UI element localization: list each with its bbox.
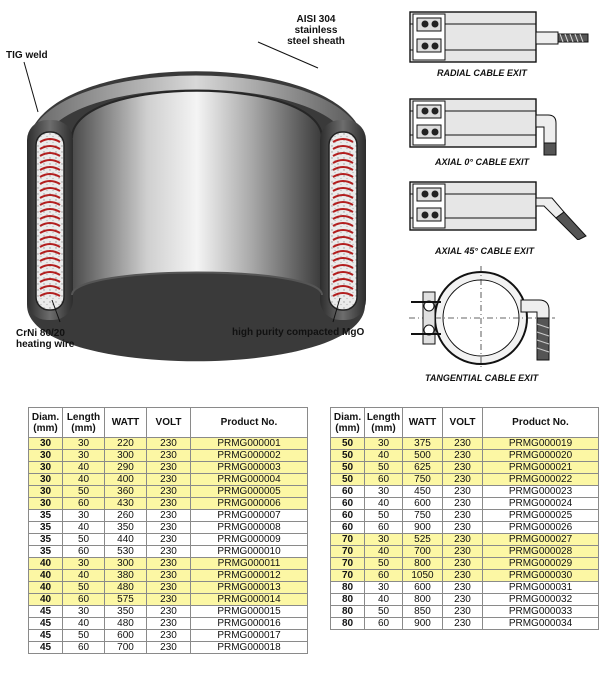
- volt-cell: 230: [443, 582, 483, 594]
- volt-cell: 230: [443, 534, 483, 546]
- header-volt: VOLT: [147, 408, 191, 438]
- table-row: [331, 486, 599, 498]
- length-cell: 30: [365, 486, 403, 498]
- table-row: [331, 462, 599, 474]
- radial-cable-exit-label: RADIAL CABLE EXIT: [437, 68, 527, 78]
- length-cell: 50: [365, 606, 403, 618]
- table-row: [29, 546, 308, 558]
- tangential-cable-exit-drawing: [405, 262, 595, 370]
- volt-cell: 230: [443, 558, 483, 570]
- product-no-cell: PRMG000012: [191, 570, 308, 582]
- length-cell: 60: [365, 522, 403, 534]
- volt-cell: 230: [443, 594, 483, 606]
- length-cell: 60: [63, 642, 105, 654]
- table-row: [29, 582, 308, 594]
- length-cell: 60: [63, 546, 105, 558]
- diam-cell: 50: [331, 450, 365, 462]
- table-row: [331, 570, 599, 582]
- axial-45-cable-exit-label: AXIAL 45° CABLE EXIT: [435, 246, 534, 256]
- volt-cell: 230: [443, 510, 483, 522]
- product-no-cell: PRMG000013: [191, 582, 308, 594]
- length-cell: 40: [63, 462, 105, 474]
- table-row: [29, 630, 308, 642]
- diam-cell: 70: [331, 558, 365, 570]
- length-cell: 40: [365, 450, 403, 462]
- volt-cell: 230: [443, 522, 483, 534]
- diam-cell: 80: [331, 582, 365, 594]
- volt-cell: 230: [147, 558, 191, 570]
- volt-cell: 230: [443, 618, 483, 630]
- volt-cell: 230: [147, 438, 191, 450]
- watt-cell: 1050: [403, 570, 443, 582]
- product-no-cell: PRMG000031: [483, 582, 599, 594]
- table-row: [331, 558, 599, 570]
- product-no-cell: PRMG000026: [483, 522, 599, 534]
- header-diam: Diam. (mm): [29, 408, 63, 438]
- diam-cell: 45: [29, 642, 63, 654]
- watt-cell: 380: [105, 570, 147, 582]
- volt-cell: 230: [147, 546, 191, 558]
- length-cell: 50: [63, 534, 105, 546]
- diam-cell: 50: [331, 474, 365, 486]
- watt-cell: 600: [403, 582, 443, 594]
- diam-cell: 70: [331, 570, 365, 582]
- watt-cell: 600: [105, 630, 147, 642]
- product-no-cell: PRMG000025: [483, 510, 599, 522]
- diam-cell: 60: [331, 522, 365, 534]
- diam-cell: 35: [29, 546, 63, 558]
- product-no-cell: PRMG000021: [483, 462, 599, 474]
- watt-cell: 290: [105, 462, 147, 474]
- watt-cell: 360: [105, 486, 147, 498]
- diam-cell: 40: [29, 570, 63, 582]
- product-no-cell: PRMG000033: [483, 606, 599, 618]
- product-no-cell: PRMG000022: [483, 474, 599, 486]
- table-header-row: [29, 408, 308, 438]
- product-table-left: [28, 407, 308, 654]
- volt-cell: 230: [147, 486, 191, 498]
- length-cell: 40: [63, 522, 105, 534]
- watt-cell: 800: [403, 594, 443, 606]
- length-cell: 60: [365, 618, 403, 630]
- diam-cell: 60: [331, 486, 365, 498]
- diam-cell: 30: [29, 450, 63, 462]
- table-row: [331, 606, 599, 618]
- length-cell: 60: [365, 570, 403, 582]
- product-no-cell: PRMG000019: [483, 438, 599, 450]
- table-row: [29, 438, 308, 450]
- volt-cell: 230: [147, 522, 191, 534]
- header-watt: WATT: [403, 408, 443, 438]
- watt-cell: 300: [105, 450, 147, 462]
- watt-cell: 400: [105, 474, 147, 486]
- diam-cell: 70: [331, 534, 365, 546]
- watt-cell: 800: [403, 558, 443, 570]
- product-no-cell: PRMG000030: [483, 570, 599, 582]
- watt-cell: 500: [403, 450, 443, 462]
- product-no-cell: PRMG000014: [191, 594, 308, 606]
- watt-cell: 700: [105, 642, 147, 654]
- diam-cell: 70: [331, 546, 365, 558]
- volt-cell: 230: [147, 618, 191, 630]
- watt-cell: 750: [403, 510, 443, 522]
- volt-cell: 230: [443, 450, 483, 462]
- diam-cell: 35: [29, 510, 63, 522]
- axial-45-cable-exit-drawing: [405, 180, 595, 240]
- watt-cell: 480: [105, 618, 147, 630]
- table-row: [29, 606, 308, 618]
- watt-cell: 750: [403, 474, 443, 486]
- heating-wire-callout: CrNi 80/20 heating wire: [16, 328, 75, 350]
- length-cell: 30: [63, 510, 105, 522]
- volt-cell: 230: [147, 606, 191, 618]
- table-row: [29, 462, 308, 474]
- watt-cell: 600: [403, 498, 443, 510]
- watt-cell: 850: [403, 606, 443, 618]
- watt-cell: 260: [105, 510, 147, 522]
- length-cell: 40: [365, 594, 403, 606]
- table-row: [29, 642, 308, 654]
- product-no-cell: PRMG000017: [191, 630, 308, 642]
- insulation-callout: high purity compacted MgO: [232, 327, 365, 338]
- length-cell: 30: [63, 606, 105, 618]
- length-cell: 30: [365, 582, 403, 594]
- diam-cell: 60: [331, 510, 365, 522]
- product-no-cell: PRMG000016: [191, 618, 308, 630]
- length-cell: 30: [365, 534, 403, 546]
- diam-cell: 80: [331, 594, 365, 606]
- length-cell: 30: [63, 558, 105, 570]
- watt-cell: 900: [403, 618, 443, 630]
- header-product-no: Product No.: [191, 408, 308, 438]
- diam-cell: 50: [331, 438, 365, 450]
- product-no-cell: PRMG000024: [483, 498, 599, 510]
- volt-cell: 230: [443, 606, 483, 618]
- length-cell: 30: [63, 438, 105, 450]
- length-cell: 30: [63, 450, 105, 462]
- watt-cell: 450: [403, 486, 443, 498]
- table-row: [29, 510, 308, 522]
- header-product-no: Product No.: [483, 408, 599, 438]
- diam-cell: 30: [29, 474, 63, 486]
- length-cell: 50: [365, 558, 403, 570]
- watt-cell: 900: [403, 522, 443, 534]
- length-cell: 40: [365, 498, 403, 510]
- product-no-cell: PRMG000020: [483, 450, 599, 462]
- header-diam: Diam. (mm): [331, 408, 365, 438]
- volt-cell: 230: [147, 474, 191, 486]
- watt-cell: 525: [403, 534, 443, 546]
- product-no-cell: PRMG000034: [483, 618, 599, 630]
- product-no-cell: PRMG000027: [483, 534, 599, 546]
- product-no-cell: PRMG000011: [191, 558, 308, 570]
- product-no-cell: PRMG000009: [191, 534, 308, 546]
- watt-cell: 350: [105, 606, 147, 618]
- diam-cell: 45: [29, 606, 63, 618]
- table-row: [331, 438, 599, 450]
- diam-cell: 40: [29, 594, 63, 606]
- watt-cell: 575: [105, 594, 147, 606]
- table-row: [29, 522, 308, 534]
- watt-cell: 430: [105, 498, 147, 510]
- product-no-cell: PRMG000004: [191, 474, 308, 486]
- volt-cell: 230: [147, 630, 191, 642]
- diam-cell: 45: [29, 630, 63, 642]
- tangential-cable-exit-label: TANGENTIAL CABLE EXIT: [425, 373, 539, 383]
- product-no-cell: PRMG000018: [191, 642, 308, 654]
- axial-0-cable-exit-label: AXIAL 0° CABLE EXIT: [435, 157, 529, 167]
- watt-cell: 625: [403, 462, 443, 474]
- product-no-cell: PRMG000006: [191, 498, 308, 510]
- sheath-callout: AISI 304 stainless steel sheath: [287, 14, 345, 47]
- volt-cell: 230: [147, 450, 191, 462]
- volt-cell: 230: [147, 462, 191, 474]
- watt-cell: 220: [105, 438, 147, 450]
- product-no-cell: PRMG000008: [191, 522, 308, 534]
- watt-cell: 440: [105, 534, 147, 546]
- volt-cell: 230: [443, 486, 483, 498]
- diam-cell: 40: [29, 558, 63, 570]
- diam-cell: 40: [29, 582, 63, 594]
- length-cell: 50: [365, 510, 403, 522]
- length-cell: 40: [365, 546, 403, 558]
- length-cell: 40: [63, 618, 105, 630]
- table-row: [331, 450, 599, 462]
- diam-cell: 80: [331, 618, 365, 630]
- product-no-cell: PRMG000028: [483, 546, 599, 558]
- header-volt: VOLT: [443, 408, 483, 438]
- table-row: [331, 594, 599, 606]
- length-cell: 60: [63, 498, 105, 510]
- axial-0-cable-exit-drawing: [405, 95, 595, 157]
- product-no-cell: PRMG000032: [483, 594, 599, 606]
- volt-cell: 230: [443, 438, 483, 450]
- product-table-right: [330, 407, 599, 630]
- diam-cell: 80: [331, 606, 365, 618]
- length-cell: 50: [365, 462, 403, 474]
- watt-cell: 700: [403, 546, 443, 558]
- diam-cell: 30: [29, 486, 63, 498]
- watt-cell: 480: [105, 582, 147, 594]
- table-row: [29, 450, 308, 462]
- watt-cell: 350: [105, 522, 147, 534]
- table-row: [29, 534, 308, 546]
- volt-cell: 230: [443, 570, 483, 582]
- volt-cell: 230: [147, 534, 191, 546]
- table-row: [331, 522, 599, 534]
- length-cell: 40: [63, 474, 105, 486]
- diam-cell: 35: [29, 522, 63, 534]
- table-row: [29, 594, 308, 606]
- product-no-cell: PRMG000010: [191, 546, 308, 558]
- volt-cell: 230: [443, 498, 483, 510]
- volt-cell: 230: [443, 474, 483, 486]
- table-row: [331, 618, 599, 630]
- length-cell: 30: [365, 438, 403, 450]
- volt-cell: 230: [443, 546, 483, 558]
- product-no-cell: PRMG000015: [191, 606, 308, 618]
- table-row: [29, 558, 308, 570]
- volt-cell: 230: [443, 462, 483, 474]
- volt-cell: 230: [147, 642, 191, 654]
- table-row: [29, 618, 308, 630]
- length-cell: 50: [63, 486, 105, 498]
- length-cell: 60: [365, 474, 403, 486]
- diam-cell: 35: [29, 534, 63, 546]
- diam-cell: 30: [29, 438, 63, 450]
- product-no-cell: PRMG000001: [191, 438, 308, 450]
- weld-callout: TIG weld: [6, 50, 48, 61]
- header-length: Length (mm): [365, 408, 403, 438]
- table-row: [29, 570, 308, 582]
- volt-cell: 230: [147, 594, 191, 606]
- diam-cell: 30: [29, 498, 63, 510]
- watt-cell: 375: [403, 438, 443, 450]
- table-row: [331, 582, 599, 594]
- product-no-cell: PRMG000029: [483, 558, 599, 570]
- product-no-cell: PRMG000005: [191, 486, 308, 498]
- table-row: [29, 474, 308, 486]
- radial-cable-exit-drawing: [405, 10, 595, 66]
- table-row: [331, 498, 599, 510]
- diam-cell: 50: [331, 462, 365, 474]
- length-cell: 40: [63, 570, 105, 582]
- table-row: [29, 498, 308, 510]
- header-watt: WATT: [105, 408, 147, 438]
- table-row: [331, 534, 599, 546]
- watt-cell: 300: [105, 558, 147, 570]
- volt-cell: 230: [147, 510, 191, 522]
- header-length: Length (mm): [63, 408, 105, 438]
- table-header-row: [331, 408, 599, 438]
- watt-cell: 530: [105, 546, 147, 558]
- product-no-cell: PRMG000002: [191, 450, 308, 462]
- product-no-cell: PRMG000003: [191, 462, 308, 474]
- volt-cell: 230: [147, 582, 191, 594]
- length-cell: 60: [63, 594, 105, 606]
- table-row: [331, 474, 599, 486]
- volt-cell: 230: [147, 570, 191, 582]
- table-row: [331, 510, 599, 522]
- length-cell: 50: [63, 630, 105, 642]
- table-row: [29, 486, 308, 498]
- diam-cell: 30: [29, 462, 63, 474]
- length-cell: 50: [63, 582, 105, 594]
- product-no-cell: PRMG000007: [191, 510, 308, 522]
- product-no-cell: PRMG000023: [483, 486, 599, 498]
- diam-cell: 60: [331, 498, 365, 510]
- diam-cell: 45: [29, 618, 63, 630]
- volt-cell: 230: [147, 498, 191, 510]
- table-row: [331, 546, 599, 558]
